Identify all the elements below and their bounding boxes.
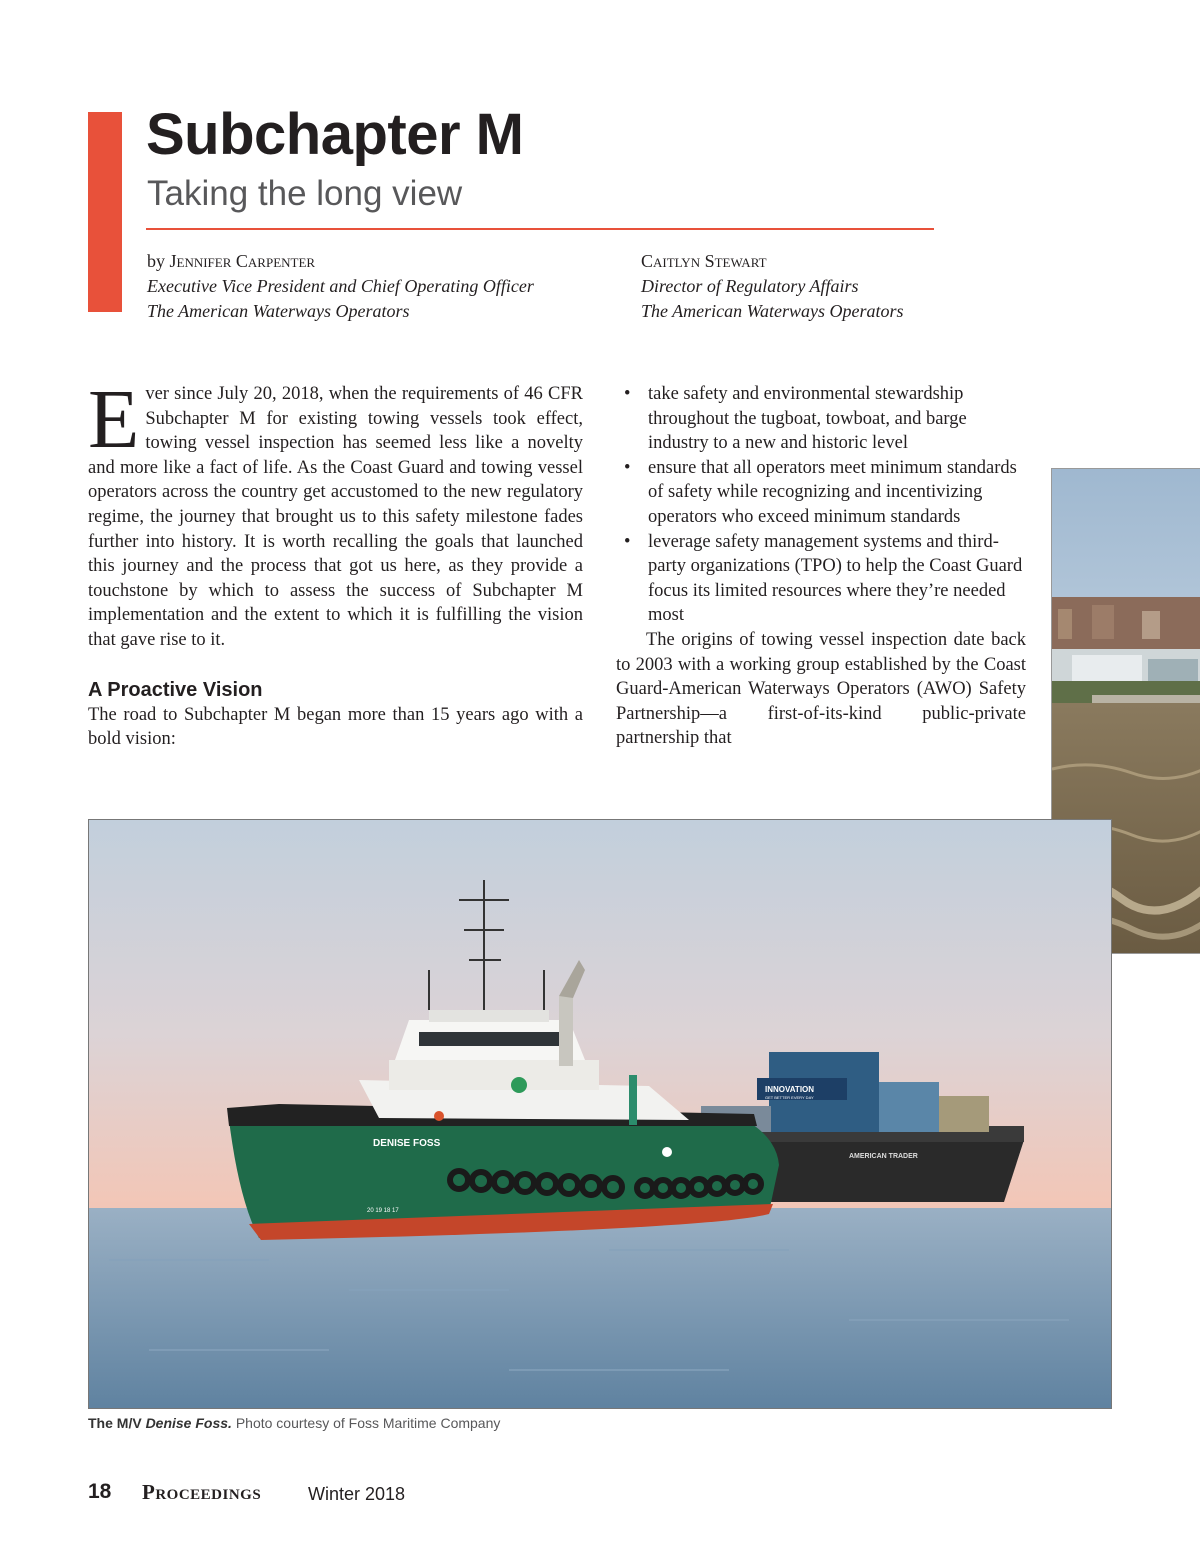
intro-paragraph — [88, 373, 583, 653]
page-subtitle: Taking the long view — [147, 174, 463, 213]
byline-author-1 — [147, 249, 534, 324]
article-column-left — [88, 373, 583, 752]
barge-name: AMERICAN TRADER — [849, 1153, 918, 1160]
author-name: Caitlyn Stewart — [641, 251, 767, 271]
photo-caption — [88, 1415, 500, 1431]
author-role: Director of Regulatory Affairs — [641, 276, 859, 296]
container-sublabel: GET BETTER EVERY DAY — [765, 1095, 814, 1100]
title-divider — [146, 228, 934, 230]
drop-cap: E — [88, 373, 140, 466]
section-heading: A Proactive Vision — [88, 678, 263, 701]
article-column-right — [616, 382, 1026, 751]
section-paragraph: The road to Subchapter M began more than 15 years ago with a bold vision: — [88, 704, 583, 750]
draft-marks: 20 19 18 17 — [367, 1208, 399, 1214]
bullet-item: • take safety and environmental stewardship throughout the tugboat, towboat, and barge industry to a new and historic level — [648, 382, 1026, 456]
author-role: Executive Vice President and Chief Operating Officer — [147, 276, 534, 296]
author-org: The American Waterways Operators — [641, 301, 904, 321]
bullet-item: • leverage safety management systems and third-party organizations (TPO) to help the Coast Guard focus its limited resources where they’re needed most — [648, 530, 1026, 628]
byline-author-2 — [641, 249, 904, 324]
publication-name: Proceedings — [142, 1480, 262, 1504]
caption-prefix: The M/V — [88, 1415, 142, 1431]
container-label: INNOVATION — [765, 1085, 815, 1094]
author-org: The American Waterways Operators — [147, 301, 410, 321]
vision-bullet-list — [616, 382, 1026, 628]
tugboat-photo-art — [89, 820, 1112, 1409]
hull-name: DENISE FOSS — [373, 1138, 441, 1149]
author-name: Jennifer Carpenter — [169, 251, 316, 271]
intro-text: ver since July 20, 2018, when the requirements of 46 CFR Subchapter M for existing towing vessels took effect, towing vessel inspection has seemed less like a novelty and more like a fact of life. As the Coast Guard and towing vessel operators across the country get accustomed to the new regulatory regime, the journey that brought us to this safety milestone fades further into history. It is worth recalling the goals that launched this journey and the process that got us here, as they provide a touchstone by which to assess the success of Subchapter M implementation and the extent to which it is fulfilling the vision that gave rise to it. — [88, 384, 583, 650]
issue-date: Winter 2018 — [308, 1484, 406, 1504]
continuation-paragraph: The origins of towing vessel inspection date back to 2003 with a working group established by the Coast Guard-American Waterways Operators (AWO) Safety Partnership—a first-of-its-kind public-private partnership that — [616, 629, 1026, 749]
accent-bar — [88, 112, 122, 312]
caption-credit: Photo courtesy of Foss Maritime Company — [235, 1415, 501, 1431]
caption-vessel-name: Denise Foss. — [145, 1415, 232, 1431]
bullet-item: • ensure that all operators meet minimum standards of safety while recognizing and incentivizing operators who exceed minimum standards — [648, 456, 1026, 530]
byline-prefix: by — [147, 251, 170, 271]
page-number: 18 — [88, 1480, 112, 1503]
page-title: Subchapter M — [146, 102, 524, 167]
tugboat-photo — [88, 819, 1112, 1409]
